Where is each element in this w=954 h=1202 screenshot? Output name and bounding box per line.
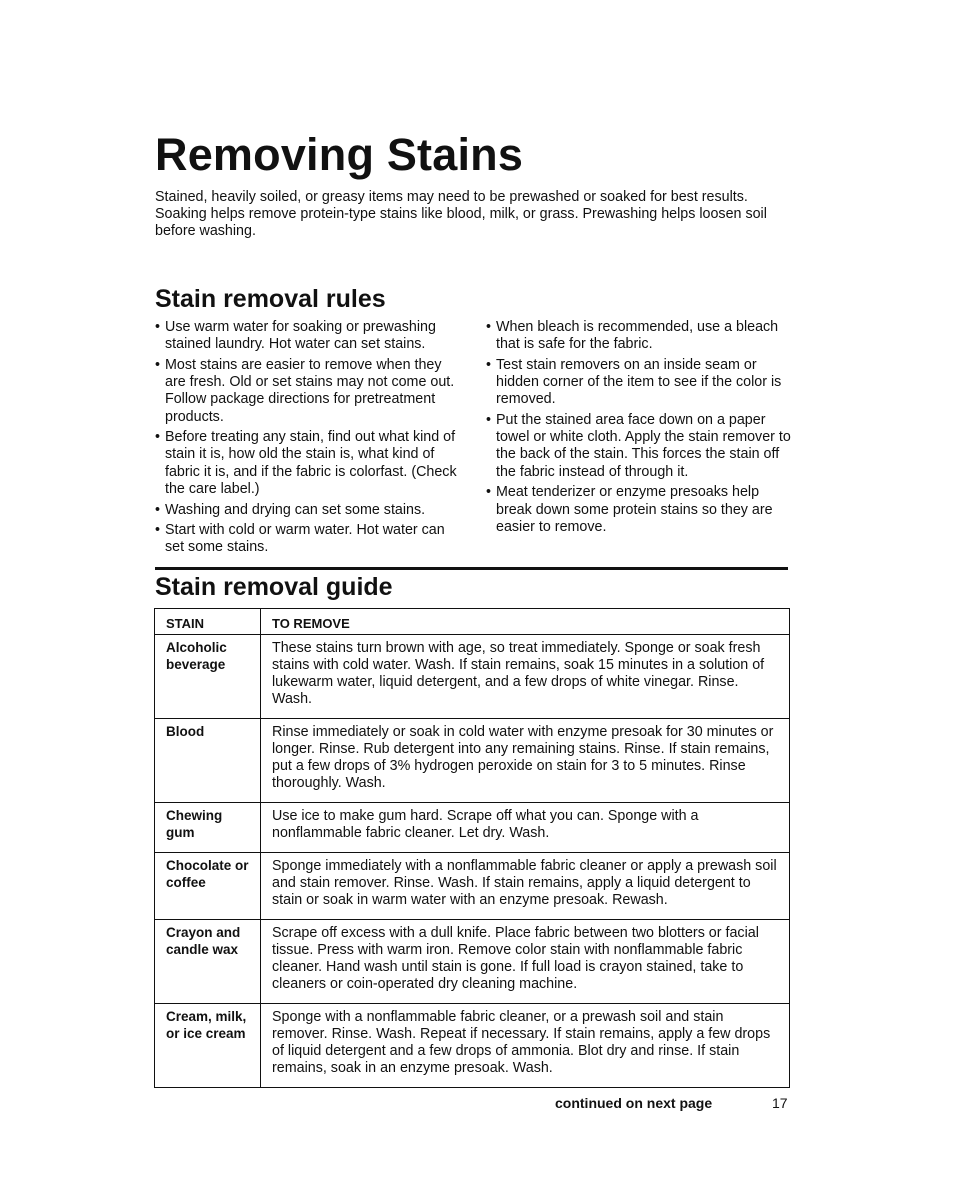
stain-name: Alcoholic beverage bbox=[155, 635, 261, 719]
rules-list-right bbox=[486, 319, 791, 539]
page-title: Removing Stains bbox=[155, 129, 524, 180]
stain-remedy: Sponge immediately with a nonflammable fabric cleaner or apply a prewash soil and stain remover. Rinse. Wash. If stain remains, apply a liquid detergent to stain or soak in warm water with an enzyme presoak. Rewash. bbox=[261, 853, 790, 920]
rule-item: • When bleach is recommended, use a bleach that is safe for the fabric. bbox=[486, 319, 791, 353]
stain-remedy: Use ice to make gum hard. Scrape off what you can. Sponge with a nonflammable fabric cleaner. Let dry. Wash. bbox=[261, 803, 790, 853]
guide-heading: Stain removal guide bbox=[155, 573, 393, 601]
rule-item: • Test stain removers on an inside seam or hidden corner of the item to see if the color is removed. bbox=[486, 357, 791, 409]
rules-list-left bbox=[155, 319, 465, 560]
stain-name: Cream, milk, or ice cream bbox=[155, 1004, 261, 1088]
section-divider bbox=[155, 567, 788, 570]
table-header-row bbox=[155, 609, 790, 635]
stain-remedy: These stains turn brown with age, so treat immediately. Sponge or soak fresh stains with cold water. Wash. If stain remains, soak 15 minutes in a solution of lukewarm water, liquid detergent, and a few drops of white vinegar. Rinse. Wash. bbox=[261, 635, 790, 719]
rule-item: • Use warm water for soaking or prewashing stained laundry. Hot water can set stains. bbox=[155, 319, 465, 353]
column-header-stain: STAIN bbox=[155, 609, 261, 635]
stain-name: Blood bbox=[155, 719, 261, 803]
rule-item: • Washing and drying can set some stains. bbox=[155, 502, 465, 519]
stain-remedy: Scrape off excess with a dull knife. Place fabric between two blotters or facial tissue. Press with warm iron. Remove color stain with nonflammable fabric cleaner. Hand wash until stain is gone. If full load is crayon stained, take to cleaners or coin-operated dry cleaning machine. bbox=[261, 920, 790, 1004]
table-row bbox=[155, 635, 790, 719]
table-row bbox=[155, 719, 790, 803]
intro-paragraph: Stained, heavily soiled, or greasy items may need to be prewashed or soaked for best results. Soaking helps remove protein-type stains like blood, milk, or grass. Prewashing helps loosen soil before washing. bbox=[155, 189, 767, 239]
stain-name: Chewing gum bbox=[155, 803, 261, 853]
rule-item: • Before treating any stain, find out what kind of stain it is, how old the stain is, what kind of fabric it is, and if the fabric is colorfast. (Check the care label.) bbox=[155, 429, 465, 498]
stain-name: Crayon and candle wax bbox=[155, 920, 261, 1004]
stain-name: Chocolate or coffee bbox=[155, 853, 261, 920]
table-row bbox=[155, 853, 790, 920]
table-row bbox=[155, 1004, 790, 1088]
rules-heading: Stain removal rules bbox=[155, 285, 386, 313]
column-header-to-remove: TO REMOVE bbox=[261, 609, 790, 635]
table-row bbox=[155, 803, 790, 853]
stain-guide-table bbox=[154, 608, 790, 1088]
rule-item: • Meat tenderizer or enzyme presoaks help break down some protein stains so they are easier to remove. bbox=[486, 484, 791, 536]
rule-item: • Start with cold or warm water. Hot water can set some stains. bbox=[155, 522, 465, 556]
rule-item: • Put the stained area face down on a paper towel or white cloth. Apply the stain remover to the back of the stain. This forces the stain off the fabric instead of through it. bbox=[486, 412, 791, 481]
continued-note: continued on next page bbox=[555, 1095, 713, 1111]
table-row bbox=[155, 920, 790, 1004]
stain-remedy: Rinse immediately or soak in cold water with enzyme presoak for 30 minutes or longer. Rinse. Rub detergent into any remaining stains. Rinse. If stain remains, put a few drops of 3% hydrogen peroxide on stain for 3 to 5 minutes. Rinse thoroughly. Wash. bbox=[261, 719, 790, 803]
page-number: 17 bbox=[772, 1095, 788, 1111]
stain-remedy: Sponge with a nonflammable fabric cleaner, or a prewash soil and stain remover. Rinse. Wash. Repeat if necessary. If stain remains, apply a few drops of liquid detergent and a few drops of ammonia. Blot dry and rinse. If stain remains, soak in an enzyme presoak. Wash. bbox=[261, 1004, 790, 1088]
rule-item: • Most stains are easier to remove when they are fresh. Old or set stains may not come out. Follow package directions for pretreatment products. bbox=[155, 357, 465, 426]
